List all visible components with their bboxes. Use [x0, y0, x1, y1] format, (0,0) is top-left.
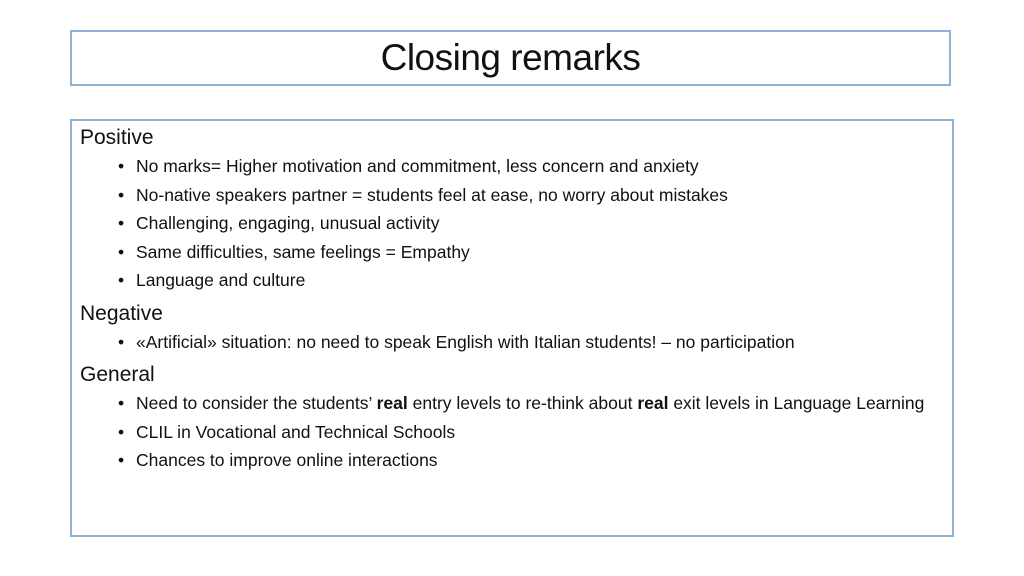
list-item: [80, 331, 944, 355]
bullet-icon: •: [118, 393, 125, 413]
content-box: [70, 119, 954, 537]
list-item: [80, 449, 944, 473]
section-heading-negative: Negative: [80, 301, 163, 325]
bullet-icon: •: [118, 184, 125, 205]
section-negative: [80, 301, 944, 355]
section-heading-general: General: [80, 363, 155, 386]
bullet-icon: •: [118, 241, 125, 262]
slide-title: Closing remarks: [380, 37, 641, 78]
list-item-text: CLIL in Vocational and Technical Schools: [136, 421, 456, 442]
list-item: [80, 155, 944, 179]
list-item: [80, 269, 944, 293]
list-item-text: Same difficulties, same feelings = Empathy: [136, 241, 470, 262]
list-item-text: No-native speakers partner = students feel at ease, no worry about mistakes: [136, 184, 728, 205]
list-item-text-part: Need to consider the students’: [136, 393, 377, 413]
list-item-text-part: exit levels in Language Learning: [668, 393, 925, 413]
bullet-icon: •: [118, 450, 125, 470]
bullet-list-general: [80, 392, 944, 473]
list-item: [80, 212, 944, 236]
list-item-text: No marks= Higher motivation and commitment, less concern and anxiety: [136, 156, 699, 176]
emphasis-text: real: [376, 393, 408, 413]
section-positive: [80, 125, 944, 293]
title-box: [70, 30, 951, 86]
list-item: [80, 184, 944, 208]
bullet-icon: •: [118, 331, 125, 352]
bullet-list-negative: [80, 331, 944, 355]
section-heading-positive: Positive: [80, 126, 154, 149]
bullet-icon: •: [118, 270, 125, 290]
bullet-list-positive: [80, 155, 944, 293]
bullet-icon: •: [118, 213, 125, 233]
bullet-icon: •: [118, 156, 125, 176]
list-item: [80, 421, 944, 445]
list-item-text: «Artificial» situation: no need to speak English with Italian students! – no participation: [136, 331, 795, 352]
bullet-icon: •: [118, 421, 125, 442]
list-item: [80, 392, 944, 416]
list-item: [80, 241, 944, 265]
list-item-text: Chances to improve online interactions: [136, 450, 438, 470]
list-item-text: Challenging, engaging, unusual activity: [136, 213, 440, 233]
list-item-text: Language and culture: [136, 270, 306, 290]
list-item-text-part: entry levels to re-think about: [407, 393, 638, 413]
section-general: [80, 362, 944, 473]
emphasis-text: real: [637, 393, 669, 413]
